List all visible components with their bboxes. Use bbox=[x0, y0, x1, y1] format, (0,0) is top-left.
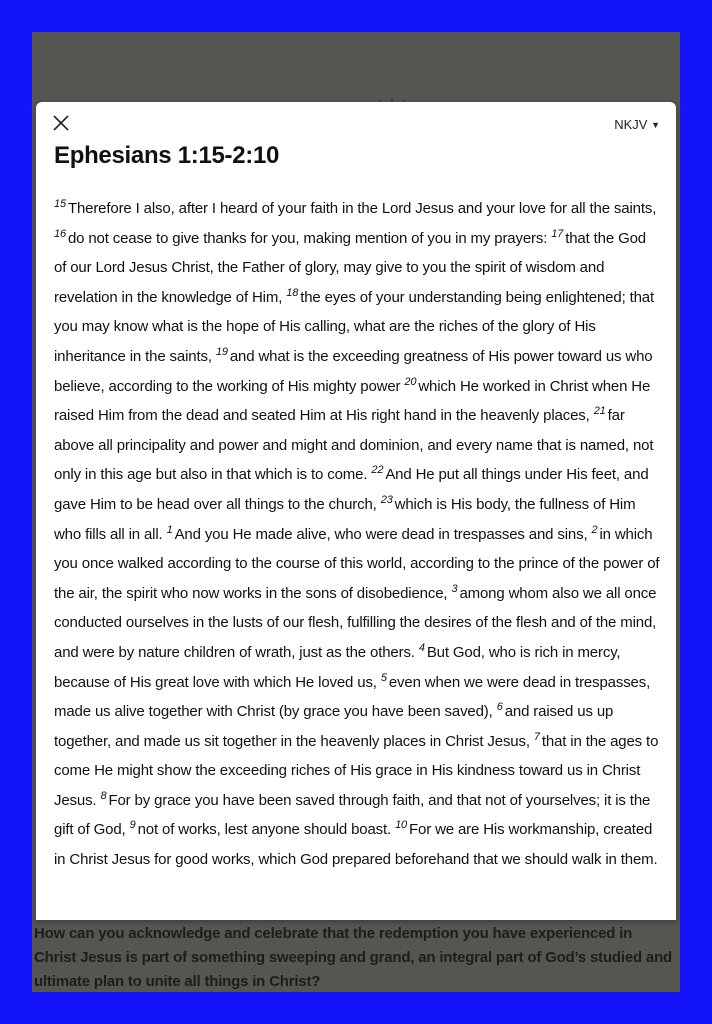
verse-text: For we are His workmanship, created in Christ Jesus for good works, which God prepared beforehand that we should walk in them. bbox=[54, 821, 658, 869]
verse-text: And you He made alive, who were dead in trespasses and sins, bbox=[174, 525, 588, 543]
verse-number: 22 bbox=[371, 464, 384, 477]
verse-number: 21 bbox=[593, 405, 606, 418]
close-icon[interactable] bbox=[52, 114, 70, 132]
verse-text: But God, who is rich in mercy, because of His great love with which He loved us, bbox=[54, 643, 621, 691]
verse-number: 7 bbox=[533, 730, 540, 743]
verse-number: 4 bbox=[418, 641, 425, 654]
verse-number: 20 bbox=[404, 375, 417, 388]
verse-number: 8 bbox=[100, 789, 107, 802]
verse-number: 5 bbox=[380, 671, 387, 684]
verse-text: that in the ages to come He might show the exceeding riches of His grace in His kindness toward us in Christ Jesus. bbox=[54, 732, 659, 809]
verse-number: 16 bbox=[54, 227, 66, 240]
verse-text: that the God of our Lord Jesus Christ, the Father of glory, may give to you the spirit of wisdom and revelation in the knowledge of Him, bbox=[54, 229, 646, 306]
verse-number: 6 bbox=[496, 701, 503, 714]
verse-number: 19 bbox=[215, 345, 228, 358]
verse-text: which He worked in Christ when He raised Him from the dead and seated Him at His right hand in the heavenly places, bbox=[54, 377, 651, 425]
verse-text: And He put all things under His feet, and gave Him to be head over all things to the church, bbox=[54, 466, 649, 513]
verse-text: the eyes of your understanding being enlightened; that you may know what is the hope of His calling, what are the riches of the glory of His inheritance in the saints, bbox=[54, 288, 655, 365]
verse-text: and raised us up together, and made us sit together in the heavenly places in Christ Jesus, bbox=[54, 703, 614, 750]
caret-down-icon: ▼ bbox=[651, 120, 660, 130]
scripture-modal bbox=[36, 102, 676, 920]
verse-text: which is His body, the fullness of Him who fills all in all. bbox=[54, 495, 636, 543]
verse-number: 1 bbox=[166, 523, 173, 536]
verse-number: 9 bbox=[129, 819, 136, 832]
passage-title: Ephesians 1:15-2:10 bbox=[54, 142, 280, 169]
verse-text: even when we were dead in trespasses, made us alive together with Christ (by grace you have been saved), bbox=[54, 673, 651, 721]
verse-number: 17 bbox=[551, 227, 564, 240]
verse-text: Therefore I also, after I heard of your faith in the Lord Jesus and your love for all the saints, bbox=[67, 200, 657, 217]
verse-text: and what is the exceeding greatness of His power toward us who believe, according to the working of His mighty power bbox=[54, 347, 653, 395]
verse-text: in which you once walked according to the course of this world, according to the prince of the power of the air, the spirit who now works in the sons of disobedience, bbox=[54, 525, 660, 602]
verse-number: 3 bbox=[451, 582, 458, 595]
verse-number: 23 bbox=[380, 493, 393, 506]
verse-number: 18 bbox=[286, 286, 299, 299]
verse-text: not of works, lest anyone should boast. bbox=[137, 821, 392, 839]
verse-number: 15 bbox=[54, 198, 66, 210]
reflection-question: How can you acknowledge and celebrate that the redemption you have experienced in Christ Jesus is part of something sweeping and grand, an integral part of God’s studied and ultimate plan to unite all things in Christ? bbox=[34, 925, 672, 990]
version-selector[interactable] bbox=[614, 117, 660, 132]
verse-text: among whom also we all once conducted ourselves in the lusts of our flesh, fulfilling the desires of the flesh and of the mind, and were by nature children of wrath, just as the others. bbox=[54, 584, 657, 661]
passage-text bbox=[54, 194, 662, 875]
verse-text: do not cease to give thanks for you, making mention of you in my prayers: bbox=[67, 229, 548, 247]
verse-number: 2 bbox=[591, 523, 598, 536]
version-label: NKJV bbox=[614, 117, 648, 132]
verse-text: far above all principality and power and might and dominion, and every name that is named, not only in this age but also in that which is to come. bbox=[54, 407, 654, 484]
verse-text: For by grace you have been saved through faith, and that not of yourselves; it is the gift of God, bbox=[54, 791, 651, 839]
verse-number: 10 bbox=[395, 819, 408, 832]
